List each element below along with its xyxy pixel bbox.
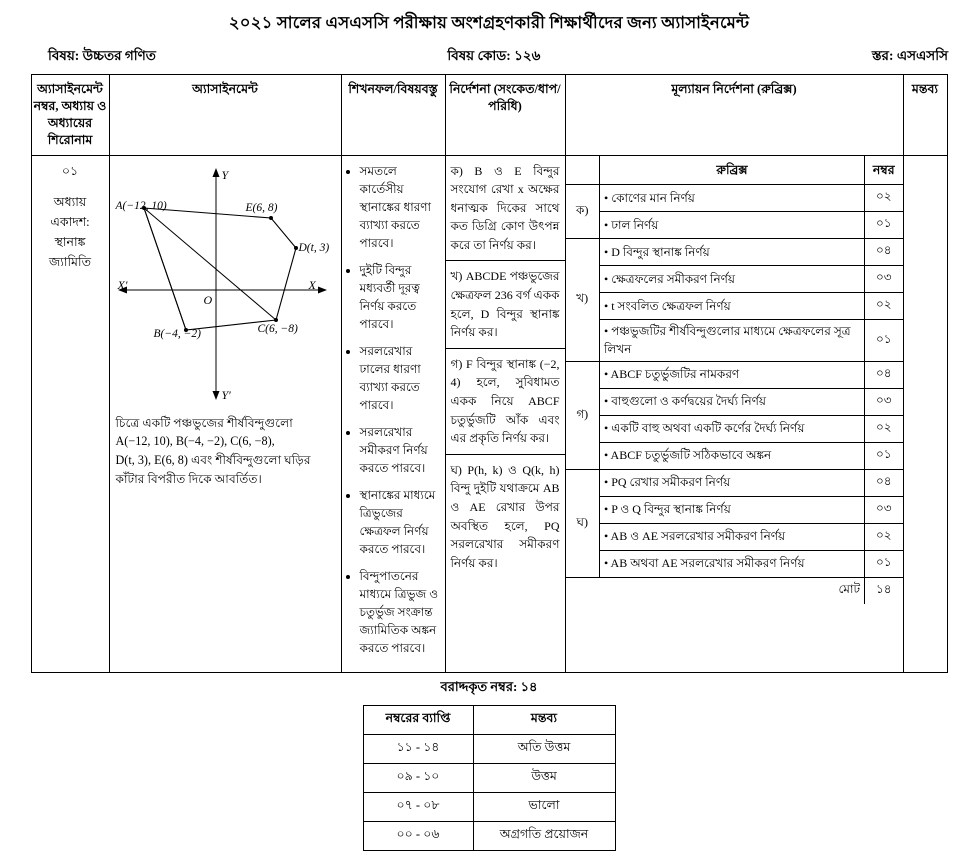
- rubric-criterion: • পঞ্চভুজটির শীর্ষবিন্দুগুলোর মাধ্যমে ক্ষেত্রফলের সূত্র লিখন: [600, 320, 865, 362]
- rubric-criterion-text: ABCF চতুর্ভুজটির নামকরণ: [610, 367, 740, 382]
- rubric-marks: ০২: [865, 185, 903, 212]
- rubric-marks: ০২: [865, 293, 903, 320]
- assignment-table: [31, 74, 948, 673]
- rubric-criterion-text: ABCF চতুর্ভুজটি সঠিকভাবে অঙ্কন: [610, 448, 772, 463]
- list-item: • সমতলে কার্তেসীয় স্থানাঙ্কের ধারণা ব্যাখ্যা করতে পারবে।: [360, 162, 441, 252]
- rubric-header-criteria: রুব্রিক্স: [600, 156, 865, 185]
- caption-line-1: চিত্রে একটি পঞ্চভুজের শীর্ষবিন্দুগুলো: [115, 415, 293, 430]
- rubric-row: [566, 185, 903, 212]
- assignment-number: ০১: [61, 163, 79, 178]
- allocated-marks: বরাদ্দকৃত নম্বর: ১৪: [440, 678, 538, 694]
- axis-label-x-prime: X′: [117, 277, 128, 292]
- scale-header-range: নম্বরের ব্যাপ্তি: [363, 705, 473, 734]
- rubric-criterion: • D বিন্দুর স্থানাঙ্ক নির্ণয়: [600, 239, 865, 266]
- rubric-row: [566, 212, 903, 239]
- page-title: ২০২১ সালের এসএসসি পরীক্ষায় অংশগ্রহণকারী শিক্ষার্থীদের জন্য অ্যাসাইনমেন্ট: [228, 13, 750, 32]
- chapter-label: অধ্যায় একাদশ:: [50, 195, 90, 230]
- rubric-row: [566, 239, 903, 266]
- rubric-criterion-text: PQ রেখার সমীকরণ নির্ণয়: [611, 475, 731, 490]
- caption-line-2: A(−12, 10), B(−4, −2), C(6, −8),: [115, 434, 275, 449]
- rubric-criterion-text: D বিন্দুর স্থানাঙ্ক নির্ণয়: [611, 244, 710, 259]
- rubric-criterion: • ABCF চতুর্ভুজটির নামকরণ: [600, 362, 865, 389]
- cell-learning-outcomes: [341, 155, 445, 672]
- th-assignment-number: অ্যাসাইনমেন্ট নম্বর, অধ্যায় ও অধ্যায়ের শিরোনাম: [31, 75, 109, 156]
- list-item: • বিন্দুপাতনের মাধ্যমে ত্রিভুজ ও চতুর্ভুজ সংক্রান্ত জ্যামিতিক অঙ্কন করতে পারবে।: [360, 567, 441, 657]
- rubric-row: [566, 497, 903, 524]
- cell-assignment-number: [31, 155, 109, 672]
- rubric-criterion: • AB ও AE সরলরেখার সমীকরণ নির্ণয়: [600, 524, 865, 551]
- rubric-group-label-ka: ক): [566, 185, 600, 239]
- scale-remark: অগ্রগতি প্রয়োজন: [473, 821, 615, 850]
- rubric-marks: ০৩: [865, 389, 903, 416]
- rubric-criterion: • AB অথবা AE সরলরেখার সমীকরণ নির্ণয়: [600, 551, 865, 578]
- rubric-row: [566, 266, 903, 293]
- rubric-row: [566, 551, 903, 578]
- rubric-criterion-text: AB অথবা AE সরলরেখার সমীকরণ নির্ণয়: [610, 556, 805, 571]
- point-label-c: C(6, −8): [257, 322, 298, 335]
- point-label-e: E(6, 8): [245, 201, 278, 214]
- point-label-a: A(−12, 10): [115, 199, 167, 212]
- point-label-d: D(t, 3): [298, 241, 330, 254]
- figure-caption: [116, 414, 335, 490]
- pentagon-graph-svg: [116, 160, 336, 410]
- rubric-row: [566, 470, 903, 497]
- rubric-criterion: • একটি বাহু অথবা একটি কর্ণের দৈর্ঘ্য নির্ণয়: [600, 416, 865, 443]
- scale-remark: উত্তম: [473, 763, 615, 792]
- scale-header-remark: মন্তব্য: [473, 705, 615, 734]
- rubric-marks: ০৪: [865, 239, 903, 266]
- rubric-marks: ০২: [865, 416, 903, 443]
- subject-code: বিষয় কোড: ১২৬: [447, 48, 541, 63]
- chapter-title-line2: জ্যামিতি: [49, 255, 91, 270]
- rubric-row: [566, 389, 903, 416]
- scale-range: ০০ - ০৬: [363, 821, 473, 850]
- rubric-row: [566, 416, 903, 443]
- scale-remark: ভালো: [473, 792, 615, 821]
- origin-label: O: [203, 292, 213, 307]
- rubric-criterion-text: কোণের মান নির্ণয়: [611, 190, 695, 205]
- rubric-header-row: [566, 156, 903, 185]
- rubric-total-marks: ১৪: [865, 578, 903, 605]
- rubric-total-label: মোট: [566, 578, 865, 605]
- rubric-criterion-text: ক্ষেত্রফলের সমীকরণ নির্ণয়: [611, 271, 735, 286]
- rubric-total-row: [566, 578, 903, 605]
- rubric-marks: ০১: [865, 443, 903, 470]
- axis-label-y: Y: [221, 167, 229, 182]
- th-comment: মন্তব্য: [903, 75, 947, 156]
- scale-row: [363, 792, 615, 821]
- direction-item-gha: ঘ) P(h, k) ও Q(k, h) বিন্দু দুইটি যথাক্রমে AB ও AE রেখার উপর অবস্থিত হলে, PQ সরলরেখার সমীকরণ নির্ণয় কর।: [450, 462, 560, 570]
- rubric-header-spacer: [566, 156, 600, 185]
- rubric-criterion: • ঢাল নির্ণয়: [600, 212, 865, 239]
- rubric-marks: ০৩: [865, 266, 903, 293]
- rubric-marks: ০২: [865, 524, 903, 551]
- rubric-criterion: • ABCF চতুর্ভুজটি সঠিকভাবে অঙ্কন: [600, 443, 865, 470]
- cell-assignment-figure: [109, 155, 341, 672]
- rubric-row: [566, 320, 903, 362]
- subject-label: বিষয়: উচ্চতর গণিত: [48, 48, 156, 63]
- table-row: [31, 155, 947, 672]
- rubric-criterion: • বাহুগুলো ও কর্ণদ্বয়ের দৈর্ঘ্য নির্ণয়: [600, 389, 865, 416]
- scale-range: ১১ - ১৪: [363, 734, 473, 763]
- th-rubrics: মূল্যায়ন নির্দেশনা (রুব্রিক্স): [565, 75, 903, 156]
- rubric-criterion: • PQ রেখার সমীকরণ নির্ণয়: [600, 470, 865, 497]
- scale-header-row: [363, 705, 615, 734]
- chapter-title-line1: স্থানাঙ্ক: [54, 235, 86, 250]
- caption-line-4: কাঁটার বিপরীত দিকে আবর্তিত।: [115, 472, 262, 487]
- scale-row: [363, 763, 615, 792]
- scale-row: [363, 821, 615, 850]
- direction-item-ga: গ) F বিন্দুর স্থানাঙ্ক (−2, 4) হলে, সুবিধামত একক নিয়ে ABCF চতুর্ভুজটি আঁক এবং এর প্রকৃতি নির্ণয় কর।: [446, 349, 565, 455]
- th-learning-outcome: শিখনফল/বিষয়বস্তু: [341, 75, 445, 156]
- rubric-row: [566, 293, 903, 320]
- rubric-criterion: • t সংবলিত ক্ষেত্রফল নির্ণয়: [600, 293, 865, 320]
- list-item: • সরলরেখার সমীকরণ নির্ণয় করতে পারবে।: [360, 423, 441, 477]
- rubric-marks: ০১: [865, 320, 903, 362]
- cell-directions: [445, 155, 565, 672]
- rubric-marks: ০৩: [865, 497, 903, 524]
- rubric-group-label-ga: গ): [566, 362, 600, 470]
- rubric-criterion-text: বাহুগুলো ও কর্ণদ্বয়ের দৈর্ঘ্য নির্ণয়: [611, 394, 766, 409]
- rubric-criterion-text: P ও Q বিন্দুর স্থানাঙ্ক নির্ণয়: [611, 502, 731, 517]
- rubric-criterion-text: একটি বাহু অথবা একটি কর্ণের দৈর্ঘ্য নির্ণয়: [611, 421, 805, 436]
- th-assignment: অ্যাসাইনমেন্ট: [109, 75, 341, 156]
- rubric-table: [566, 156, 903, 605]
- direction-item-ka: ক) B ও E বিন্দুর সংযোগ রেখা x অক্ষের ধনাত্মক দিকের সাথে কত ডিগ্রি কোণ উৎপন্ন করে তা নির্ণয় কর।: [446, 156, 565, 262]
- scale-range: ০৯ - ১০: [363, 763, 473, 792]
- list-item: • সরলরেখার ঢালের ধারণা ব্যাখ্যা করতে পারবে।: [360, 342, 441, 414]
- scale-remark: অতি উত্তম: [473, 734, 615, 763]
- rubric-marks: ০৪: [865, 362, 903, 389]
- rubric-criterion-text: t সংবলিত ক্ষেত্রফল নির্ণয়: [611, 298, 731, 313]
- rubric-header-marks: নম্বর: [865, 156, 903, 185]
- cell-rubrics: [565, 155, 903, 672]
- learning-outcome-list: [346, 162, 441, 657]
- scale-row: [363, 734, 615, 763]
- subject-header-row: [0, 37, 978, 74]
- caption-line-3: D(t, 3), E(6, 8) এবং শীর্ষবিন্দুগুলো ঘড়ির: [115, 453, 311, 468]
- cell-comment: [903, 155, 947, 672]
- rubric-group-label-gha: ঘ): [566, 470, 600, 578]
- rubric-row: [566, 362, 903, 389]
- grading-scale-table: [363, 705, 616, 851]
- rubric-row: [566, 443, 903, 470]
- table-header-row: [31, 75, 947, 156]
- rubric-criterion: • P ও Q বিন্দুর স্থানাঙ্ক নির্ণয়: [600, 497, 865, 524]
- rubric-row: [566, 524, 903, 551]
- scale-range: ০৭ - ০৮: [363, 792, 473, 821]
- rubric-marks: ০১: [865, 551, 903, 578]
- coordinate-figure: [116, 160, 335, 410]
- rubric-criterion: • ক্ষেত্রফলের সমীকরণ নির্ণয়: [600, 266, 865, 293]
- level-label: স্তর: এসএসসি: [871, 48, 948, 63]
- axis-label-y-prime: Y′: [221, 387, 231, 402]
- rubric-criterion: • কোণের মান নির্ণয়: [600, 185, 865, 212]
- direction-item-kha: খ) ABCDE পঞ্চভুজের ক্ষেত্রফল 236 বর্গ একক হলে, D বিন্দুর স্থানাঙ্ক নির্ণয় কর।: [446, 261, 565, 348]
- rubric-criterion-text: AB ও AE সরলরেখার সমীকরণ নির্ণয়: [610, 529, 786, 544]
- th-directions: নির্দেশনা (সংকেত/ধাপ/পরিধি): [445, 75, 565, 156]
- rubric-criterion-text: ঢাল নির্ণয়: [611, 217, 659, 232]
- point-label-b: B(−4, −2): [153, 327, 201, 340]
- rubric-group-label-kha: খ): [566, 239, 600, 362]
- rubric-criterion-text: পঞ্চভুজটির শীর্ষবিন্দুগুলোর মাধ্যমে ক্ষেত্রফলের সূত্র লিখন: [604, 324, 851, 356]
- assignment-page: [0, 10, 978, 841]
- rubric-marks: ০৪: [865, 470, 903, 497]
- axis-label-x: X: [308, 277, 316, 292]
- rubric-marks: ০১: [865, 212, 903, 239]
- list-item: • দুইটি বিন্দুর মধ্যবর্তী দূরত্ব নির্ণয় করতে পারবে।: [360, 261, 441, 333]
- list-item: • স্থানাঙ্কের মাধ্যমে ত্রিভুজের ক্ষেত্রফল নির্ণয় করতে পারবে।: [360, 486, 441, 558]
